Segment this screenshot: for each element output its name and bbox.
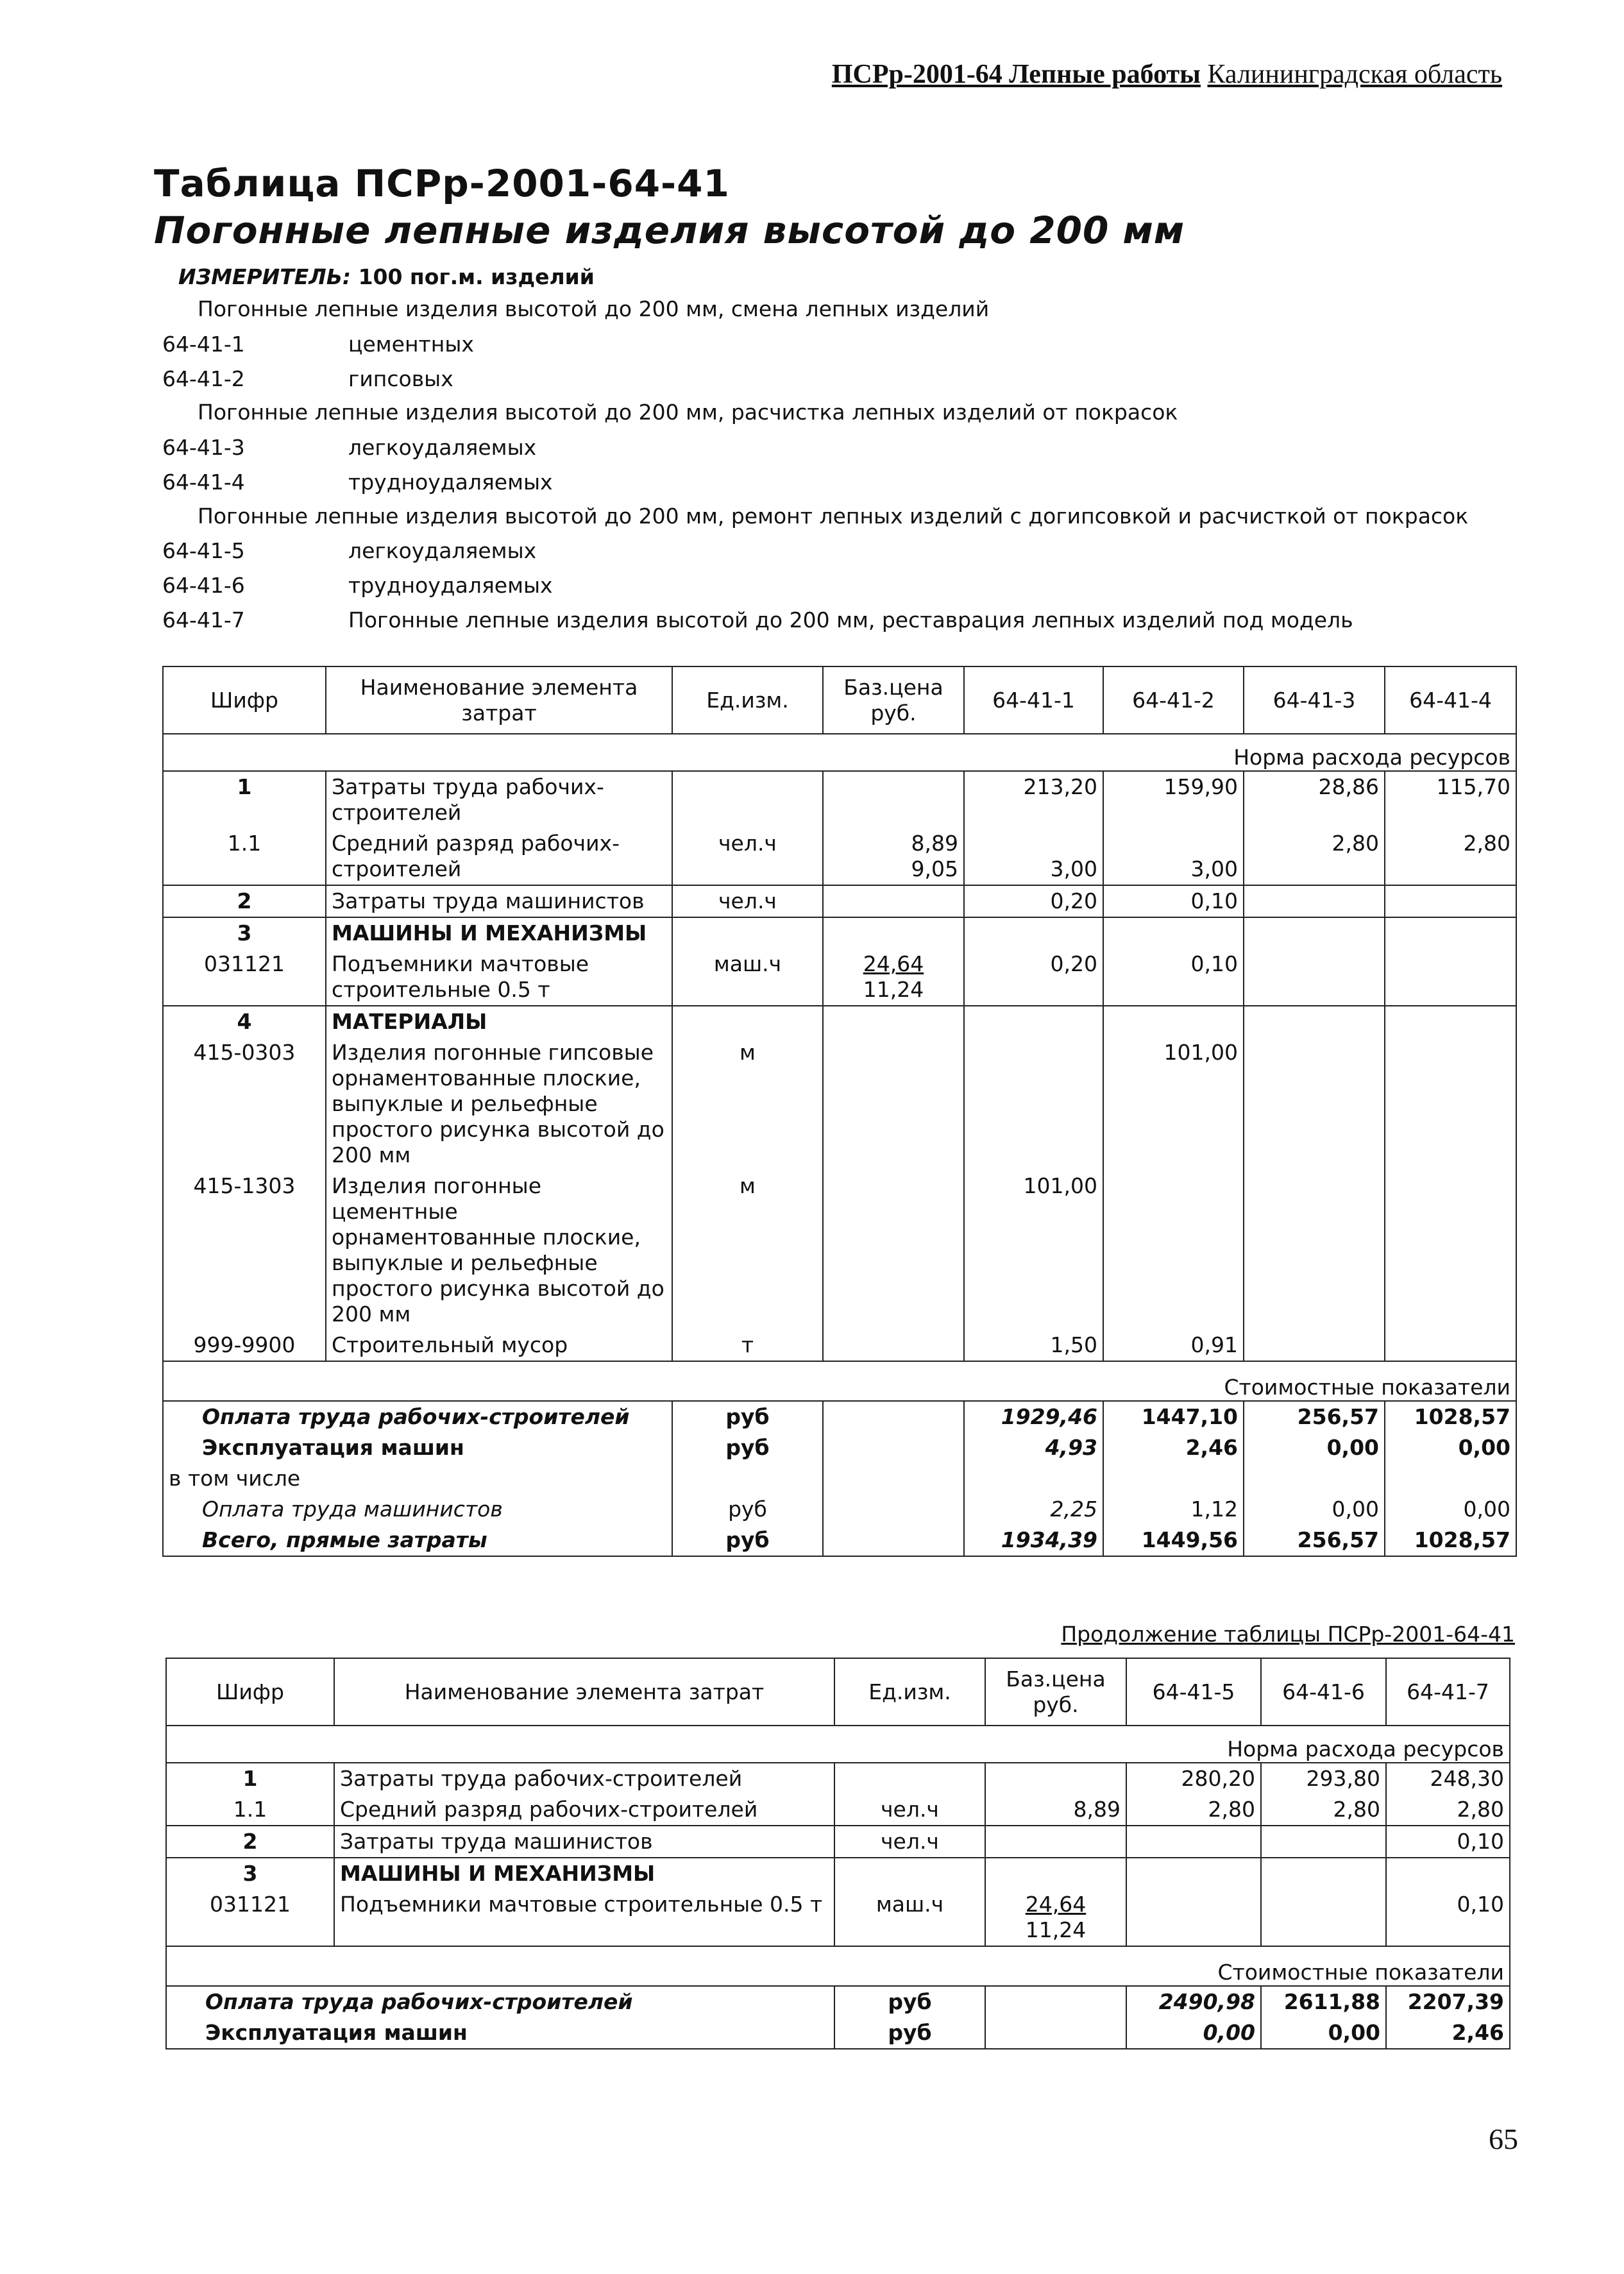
row-value: 2,80 [1244,828,1385,885]
cost-value: 2207,39 [1386,1986,1510,2017]
row-value: 0,20 [964,949,1103,1006]
col-header-unit: Ед.изм. [834,1658,985,1726]
col-header-norm: 64-41-3 [1244,666,1385,734]
table-row [163,885,1516,917]
row-unit: т [672,1330,823,1361]
col-header-price: Баз.цена руб. [985,1658,1126,1726]
row-unit: маш.ч [834,1889,985,1946]
row-value: 2,80 [1126,1794,1261,1826]
row-code: 3 [163,917,326,949]
row-unit [834,1763,985,1794]
norm-section-label: Норма расхода ресурсов [166,1726,1510,1763]
row-code: 1 [163,771,326,828]
row-value: 2,80 [1261,1794,1386,1826]
row-name: Подъемники мачтовые строительные 0.5 т [326,949,672,1006]
cost-name: Эксплуатация машин [163,1432,672,1463]
table-row [163,828,1516,885]
row-value [1103,828,1244,885]
cost-value: 1,12 [1103,1494,1244,1525]
cost-value: 2,46 [1386,2017,1510,2049]
price-value: 24,64 [863,951,924,976]
measure-label: ИЗМЕРИТЕЛЬ: [178,264,351,289]
row-value: 0,10 [1103,885,1244,917]
cost-name: Оплата труда машинистов [163,1494,672,1525]
price-value-alt: 11,24 [1025,1917,1087,1942]
row-code: 1.1 [166,1794,334,1826]
row-code: 999-9900 [163,1330,326,1361]
row-unit: м [672,1171,823,1330]
price-value-alt: 9,05 [911,856,958,881]
row-value [1244,949,1385,1006]
row-value [1261,1826,1386,1858]
price-value-alt: 11,24 [863,977,924,1002]
section-heading: МАТЕРИАЛЫ [326,1006,672,1037]
row-name: Затраты труда рабочих-строителей [326,771,672,828]
row-unit: маш.ч [672,949,823,1006]
table-row [166,1826,1510,1858]
cost-row [163,1463,1516,1494]
item-text: легкоудаляемых [348,435,537,460]
section-heading: МАШИНЫ И МЕХАНИЗМЫ [334,1858,834,1889]
cost-unit: руб [672,1525,823,1556]
group-heading: Погонные лепные изделия высотой до 200 мм, ремонт лепных изделий с догипсовкой и расчисткой от покрасок [198,504,1469,529]
row-unit: чел.ч [672,885,823,917]
row-code: 3 [166,1858,334,1889]
table-row [163,949,1516,1006]
item-text: трудноудаляемых [348,470,553,495]
row-price [985,1889,1126,1946]
header-title: ПСРр-2001-64 Лепные работы [831,60,1201,89]
cost-value: 1028,57 [1385,1525,1516,1556]
row-price [823,828,964,885]
cost-name: Оплата труда рабочих-строителей [166,1986,834,2017]
cost-value: 2,25 [964,1494,1103,1525]
table-row [163,1006,1516,1037]
row-value: 0,10 [1386,1889,1510,1946]
item-text: Погонные лепные изделия высотой до 200 мм, реставрация лепных изделий под модель [348,607,1353,632]
row-price [823,885,964,917]
cost-row [163,1494,1516,1525]
row-value: 101,00 [1103,1037,1244,1171]
cost-name: Всего, прямые затраты [163,1525,672,1556]
col-header-unit: Ед.изм. [672,666,823,734]
cost-value: 2,46 [1103,1432,1244,1463]
col-header-norm: 64-41-6 [1261,1658,1386,1726]
table-row [166,1858,1510,1889]
row-value [1126,1826,1261,1858]
row-name: Изделия погонные гипсовые орнаментованные плоские, выпуклые и рельефные простого рисунка высотой до 200 мм [326,1037,672,1171]
row-unit: чел.ч [834,1794,985,1826]
row-value: 2,80 [1386,1794,1510,1826]
cost-value: 1929,46 [964,1401,1103,1432]
cost-value: 0,00 [1244,1432,1385,1463]
item-code: 64-41-4 [162,470,245,495]
row-value [1244,885,1385,917]
row-value [1385,1171,1516,1330]
row-value: 213,20 [964,771,1103,828]
row-price: 8,89 [985,1794,1126,1826]
cost-unit: руб [672,1401,823,1432]
item-code: 64-41-6 [162,573,245,598]
col-header-name: Наименование элемента затрат [334,1658,834,1726]
cost-value: 0,00 [1126,2017,1261,2049]
row-value [1385,1037,1516,1171]
row-value: 0,91 [1103,1330,1244,1361]
row-code: 4 [163,1006,326,1037]
row-value [1385,1330,1516,1361]
price-value: 24,64 [1025,1892,1087,1917]
row-value: 115,70 [1385,771,1516,828]
row-name: Изделия погонные цементные орнаментованные плоские, выпуклые и рельефные простого рисунка высотой до 200 мм [326,1171,672,1330]
row-value [1385,949,1516,1006]
table-title: Таблица ПСРр-2001-64-41 [154,162,730,205]
table-row [163,771,1516,828]
row-name: Строительный мусор [326,1330,672,1361]
row-value: 0,10 [1103,949,1244,1006]
row-value: 28,86 [1244,771,1385,828]
item-code: 64-41-7 [162,607,245,632]
row-value [1126,1889,1261,1946]
cost-value: 0,00 [1244,1494,1385,1525]
row-price [823,1171,964,1330]
item-code: 64-41-1 [162,332,245,357]
resource-table-2 [165,1658,1510,2049]
row-price [823,1330,964,1361]
cost-value: 1449,56 [1103,1525,1244,1556]
table-row [163,1171,1516,1330]
row-value [1385,885,1516,917]
value-alt: 3,00 [1050,856,1097,881]
row-price [985,1826,1126,1858]
header-region: Калининградская область [1207,60,1502,89]
col-header-norm: 64-41-7 [1386,1658,1510,1726]
table-row [163,1330,1516,1361]
row-value: 280,20 [1126,1763,1261,1794]
row-value [1244,1330,1385,1361]
cost-value: 2490,98 [1126,1986,1261,2017]
row-value [1261,1889,1386,1946]
row-code: 2 [163,885,326,917]
cost-value: 0,00 [1385,1432,1516,1463]
cost-value: 0,00 [1385,1494,1516,1525]
row-value: 293,80 [1261,1763,1386,1794]
row-unit: чел.ч [672,828,823,885]
cost-row [163,1432,1516,1463]
table-row [163,917,1516,949]
norm-section-label: Норма расхода ресурсов [163,734,1516,771]
cost-value: 1934,39 [964,1525,1103,1556]
table-row [166,1794,1510,1826]
cost-row [166,2017,1510,2049]
cost-value: 1447,10 [1103,1401,1244,1432]
row-value: 101,00 [964,1171,1103,1330]
item-code: 64-41-5 [162,538,245,563]
row-name: Затраты труда рабочих-строителей [334,1763,834,1794]
cost-unit: руб [672,1432,823,1463]
row-value: 159,90 [1103,771,1244,828]
cost-unit: руб [672,1494,823,1525]
cost-name: Эксплуатация машин [166,2017,834,2049]
col-header-name: Наименование элемента затрат [326,666,672,734]
col-header-price: Баз.цена руб. [823,666,964,734]
section-heading: МАШИНЫ И МЕХАНИЗМЫ [326,917,672,949]
row-value: 2,80 [1385,828,1516,885]
page-number: 65 [1489,2123,1518,2155]
row-value [1244,1171,1385,1330]
cost-unit: руб [834,2017,985,2049]
item-code: 64-41-2 [162,366,245,391]
row-value [1103,1171,1244,1330]
row-code: 1.1 [163,828,326,885]
table-row [163,1037,1516,1171]
cost-value: 256,57 [1244,1401,1385,1432]
col-header-norm: 64-41-4 [1385,666,1516,734]
row-code: 2 [166,1826,334,1858]
item-code: 64-41-3 [162,435,245,460]
item-text: легкоудаляемых [348,538,537,563]
row-code: 415-1303 [163,1171,326,1330]
row-code: 1 [166,1763,334,1794]
col-header-norm: 64-41-5 [1126,1658,1261,1726]
col-header-code: Шифр [163,666,326,734]
row-value [964,828,1103,885]
row-unit: м [672,1037,823,1171]
cost-row [163,1401,1516,1432]
item-text: трудноудаляемых [348,573,553,598]
measure-unit [178,264,595,289]
cost-value: 0,00 [1261,2017,1386,2049]
cost-value: 4,93 [964,1432,1103,1463]
row-name: Средний разряд рабочих-строителей [334,1794,834,1826]
resource-table-1 [162,666,1517,1557]
col-header-norm: 64-41-2 [1103,666,1244,734]
row-name: Подъемники мачтовые строительные 0.5 т [334,1889,834,1946]
row-unit [672,771,823,828]
row-price [823,949,964,1006]
cost-section-label: Стоимостные показатели [166,1946,1510,1986]
cost-value: 256,57 [1244,1525,1385,1556]
cost-value: 2611,88 [1261,1986,1386,2017]
value-alt: 3,00 [1190,856,1238,881]
price-value: 8,89 [911,831,958,856]
cost-section-label: Стоимостные показатели [163,1361,1516,1401]
row-value: 0,20 [964,885,1103,917]
row-name: Затраты труда машинистов [326,885,672,917]
running-header [832,59,1502,90]
group-heading: Погонные лепные изделия высотой до 200 мм, смена лепных изделий [198,296,990,321]
measure-value: 100 пог.м. изделий [358,264,595,289]
row-code: 415-0303 [163,1037,326,1171]
row-price [823,771,964,828]
table-row [166,1763,1510,1794]
cost-name: в том числе [163,1463,672,1494]
cost-value: 1028,57 [1385,1401,1516,1432]
row-name: Затраты труда машинистов [334,1826,834,1858]
table-subtitle: Погонные лепные изделия высотой до 200 мм [154,208,1185,252]
cost-row [163,1525,1516,1556]
item-text: цементных [348,332,474,357]
row-value [964,1037,1103,1171]
cost-name: Оплата труда рабочих-строителей [163,1401,672,1432]
row-value: 1,50 [964,1330,1103,1361]
table-row [166,1889,1510,1946]
continuation-label: Продолжение таблицы ПСРр-2001-64-41 [1061,1622,1515,1647]
row-price [823,1037,964,1171]
cost-unit: руб [834,1986,985,2017]
cost-row [166,1986,1510,2017]
row-code: 031121 [163,949,326,1006]
row-code: 031121 [166,1889,334,1946]
row-unit: чел.ч [834,1826,985,1858]
item-text: гипсовых [348,366,453,391]
row-value [1244,1037,1385,1171]
row-name: Средний разряд рабочих-строителей [326,828,672,885]
col-header-norm: 64-41-1 [964,666,1103,734]
row-value: 248,30 [1386,1763,1510,1794]
row-value: 0,10 [1386,1826,1510,1858]
group-heading: Погонные лепные изделия высотой до 200 мм, расчистка лепных изделий от покрасок [198,400,1178,425]
col-header-code: Шифр [166,1658,334,1726]
row-price [985,1763,1126,1794]
